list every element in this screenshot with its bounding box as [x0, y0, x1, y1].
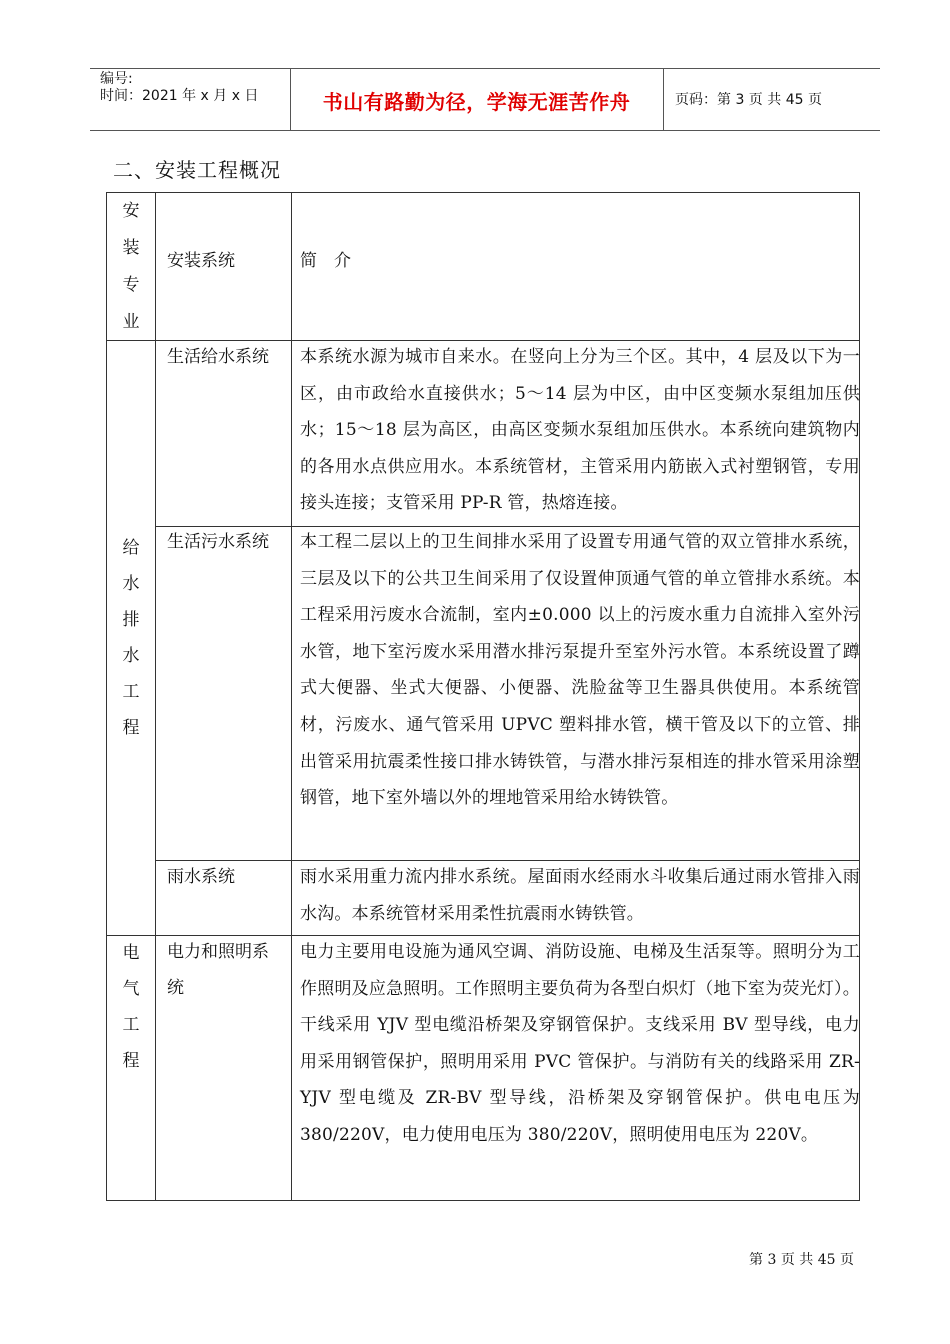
system-water-supply: 生活给水系统: [167, 347, 269, 367]
group-water-discipline: 给 水 排 水 工 程: [122, 538, 140, 738]
header-intro: 简 介: [300, 251, 351, 271]
header-motto: 书山有路勤为径，学海无涯苦作舟: [322, 90, 631, 114]
system-sewage: 生活污水系统: [167, 532, 269, 552]
desc-sewage: 本工程二层以上的卫生间排水采用了设置专用通气管的双立管排水系统，三层及以下的公共卫生间采用了仅设置伸顶通气管的单立管排水系统。本工程采用污废水合流制，室内±0.000 以上的污废水重力自流排入室外污水管，地下室污废水采用潜水排污泵提升至室外污水管。本系统设置了蹲式大便器、坐式大便器、小便器、洗脸盆等卫生器具供使用。本系统管材，污废水、通气管采用 UPVC 塑料排水管，横干管及以下的立管、排出管采用抗震柔性接口排水铸铁管，与潜水排污泵相连的排水管采用涂塑钢管，地下室外墙以外的埋地管采用给水铸铁管。: [300, 532, 860, 809]
header-page-label: 页码：第 3 页 共 45 页: [675, 92, 822, 108]
installation-table: [106, 192, 860, 1201]
section-title: 二、安装工程概况: [113, 158, 281, 182]
page-footer: 第 3 页 共 45 页: [749, 1252, 854, 1268]
page-header: [90, 68, 880, 131]
col-divider: [155, 193, 156, 1200]
system-power-lighting: 电力和照明系 统: [167, 942, 269, 998]
system-rainwater: 雨水系统: [167, 867, 235, 887]
header-divider: [663, 69, 664, 130]
desc-power-lighting: 电力主要用电设施为通风空调、消防设施、电梯及生活泵等。照明分为工作照明及应急照明。工作照明主要负荷为各型白炽灯（地下室为荧光灯）。干线采用 YJV 型电缆沿桥架及穿钢管保护。支线采用 BV 型导线，电力用采用钢管保护，照明用采用 PVC 管保护。与消防有关的线路采用 ZR-YJV 型电缆及 ZR-BV 型导线，沿桥架及穿钢管保护。供电电压为 380/220V，电力使用电压为 380/220V，照明使用电压为 220V。: [300, 942, 860, 1145]
desc-water-supply: 本系统水源为城市自来水。在竖向上分为三个区。其中，4 层及以下为一区，由市政给水直接供水；5～14 层为中区，由中区变频水泵组加压供水；15～18 层为高区，由高区变频水泵组加压供水。本系统向建筑物内的各用水点供应用水。本系统管材，主管采用内筋嵌入式衬塑钢管，专用接头连接；支管采用 PP-R 管，热熔连接。: [300, 347, 860, 514]
header-discipline: 安 装 专 业: [122, 201, 140, 332]
desc-rainwater: 雨水采用重力流内排水系统。屋面雨水经雨水斗收集后通过雨水管排入雨水沟。本系统管材采用柔性抗震雨水铸铁管。: [300, 867, 860, 924]
header-system: 安装系统: [167, 251, 235, 271]
time-label: 时间：2021 年 x 月 x 日: [100, 88, 259, 104]
col-divider: [291, 193, 292, 1200]
group-electrical-discipline: 电 气 工 程: [122, 943, 140, 1071]
number-label: 编号:: [100, 71, 133, 87]
header-meta: [100, 71, 258, 105]
